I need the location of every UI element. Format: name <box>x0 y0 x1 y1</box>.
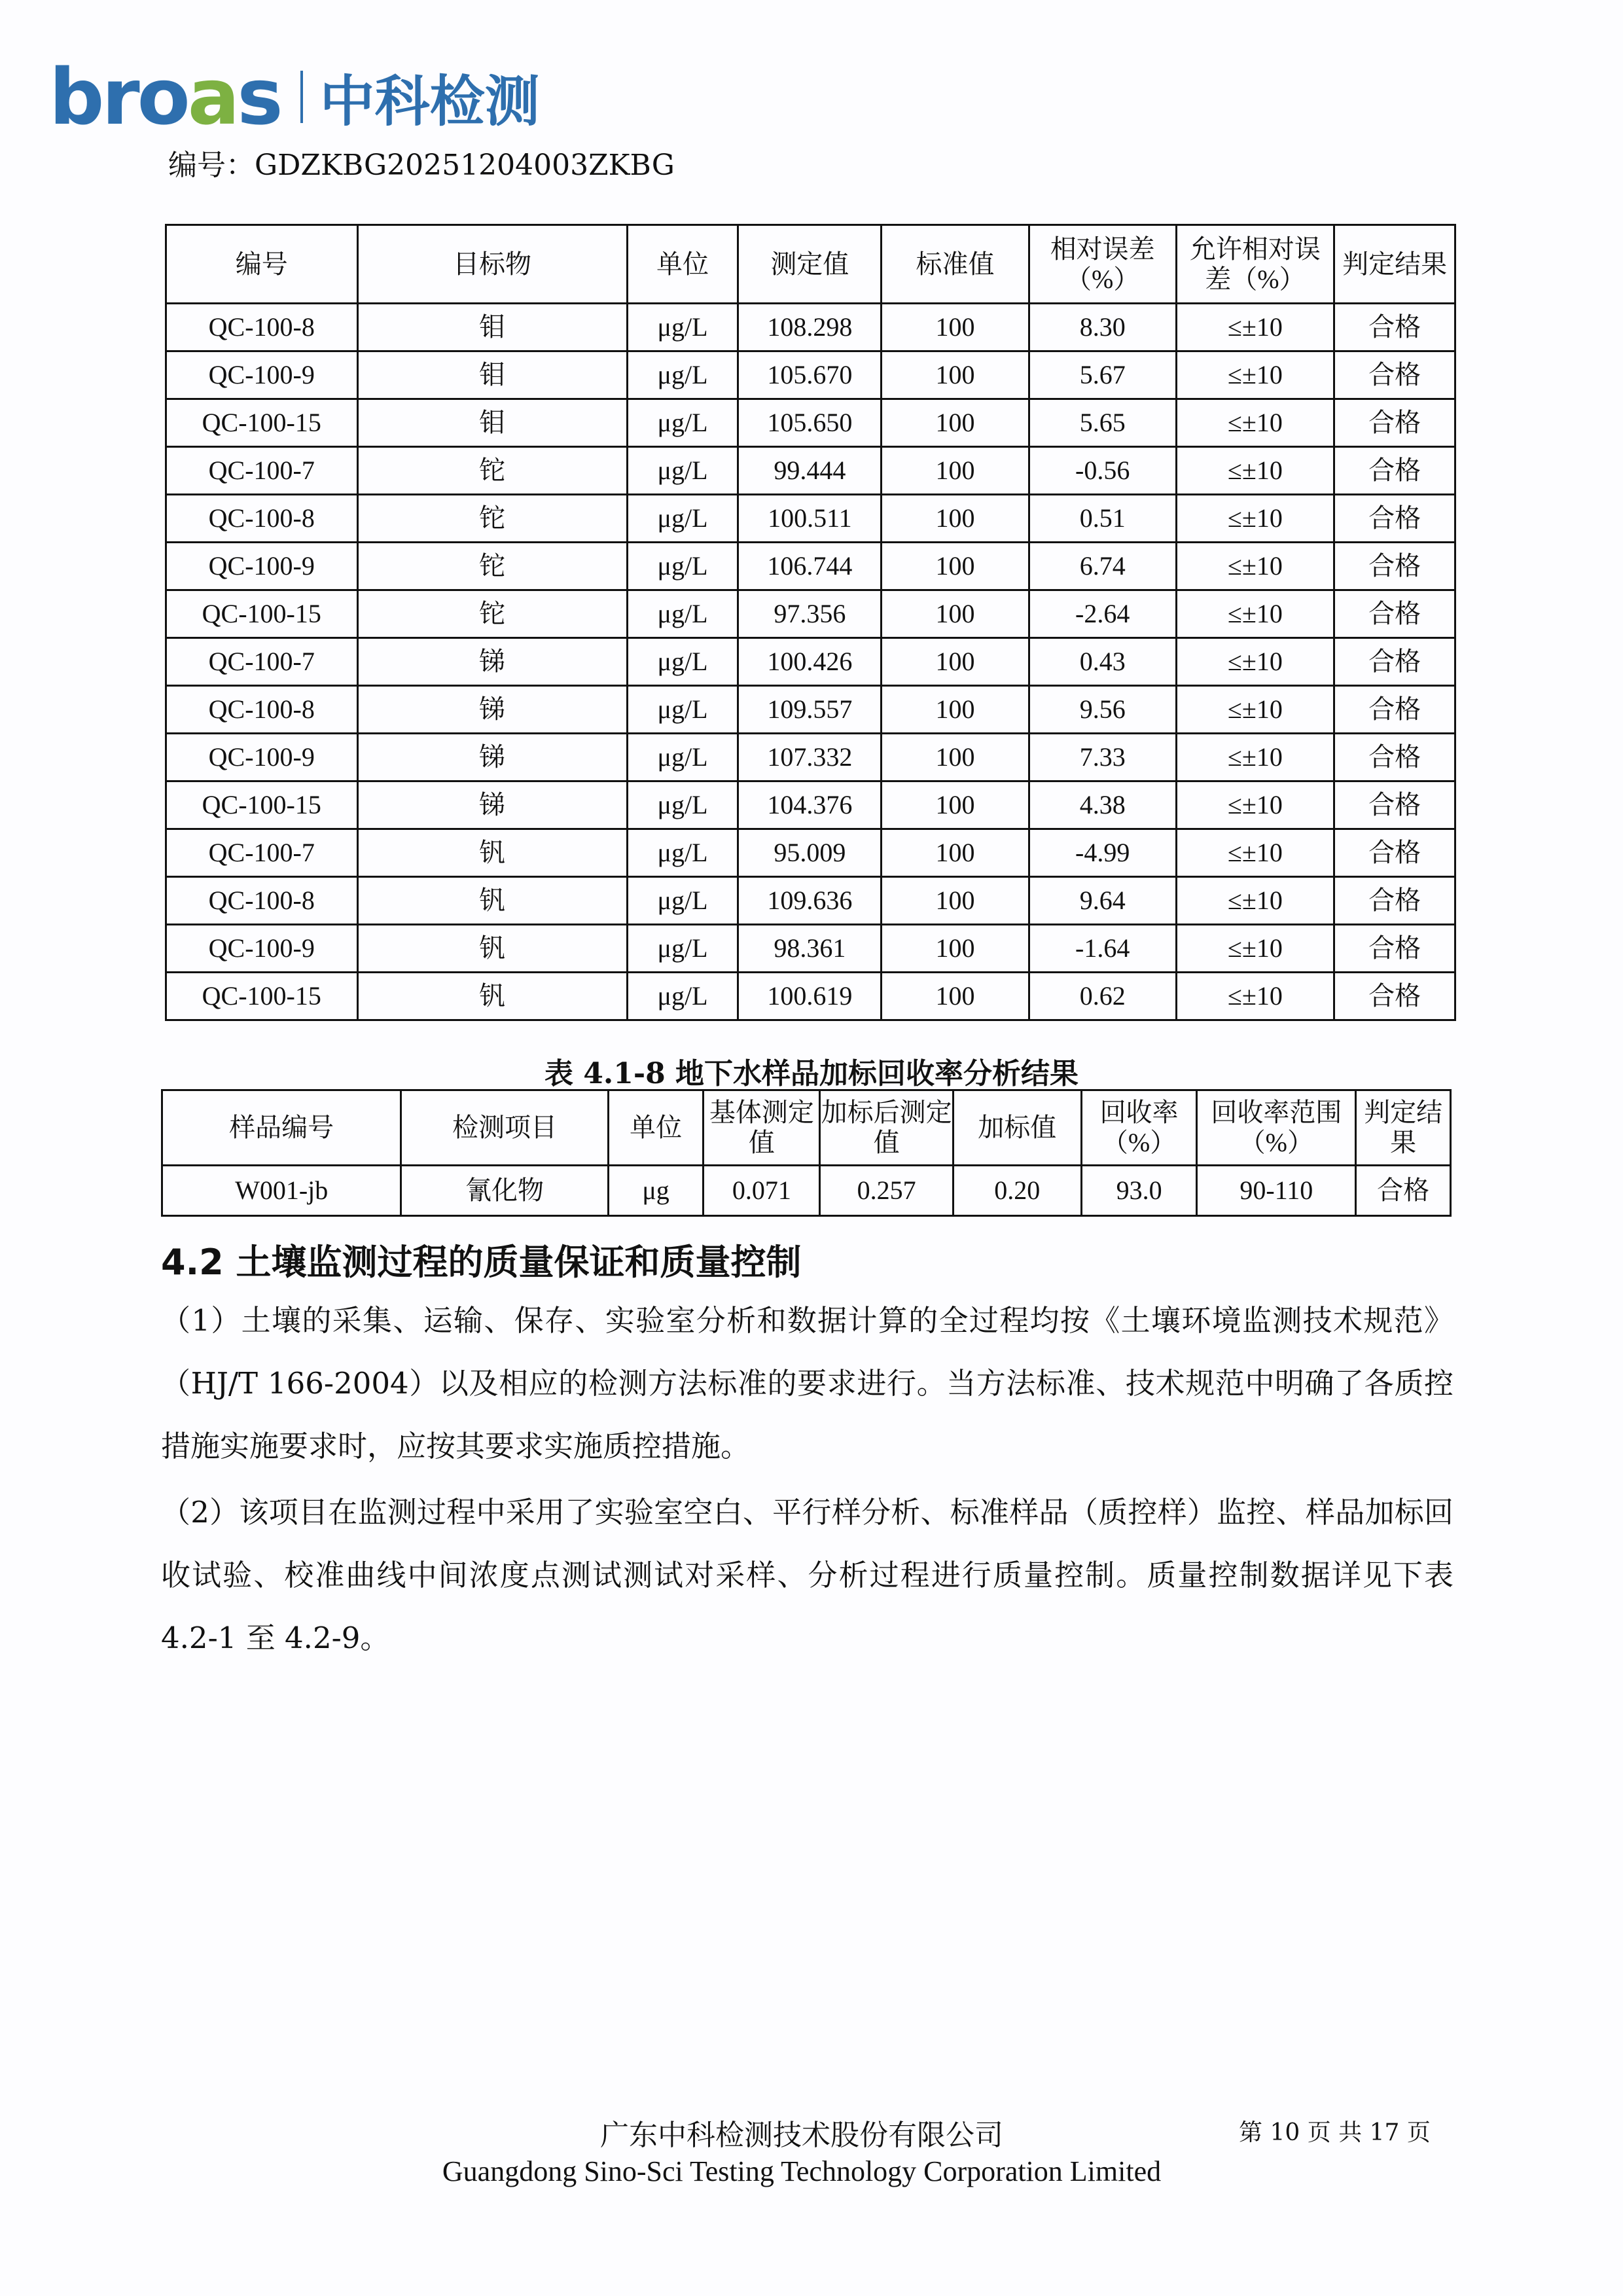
table-cell: 100 <box>882 447 1029 495</box>
table-cell: 合格 <box>1356 1166 1451 1216</box>
table-cell: μg/L <box>627 973 738 1020</box>
table-cell: μg/L <box>627 638 738 686</box>
table-cell: -1.64 <box>1029 925 1176 973</box>
table-cell: 105.650 <box>738 399 882 447</box>
document-number <box>168 141 675 183</box>
table-cell: 100 <box>882 781 1029 829</box>
table-cell: ≤±10 <box>1176 351 1334 399</box>
table-cell: 合格 <box>1334 590 1455 638</box>
table-cell: 97.356 <box>738 590 882 638</box>
table-cell: QC-100-15 <box>166 399 358 447</box>
table-cell: QC-100-7 <box>166 638 358 686</box>
page-number: 第 10 页 共 17 页 <box>1239 2119 1431 2146</box>
table-cell: 合格 <box>1334 829 1455 877</box>
table-cell: 7.33 <box>1029 734 1176 781</box>
column-header: 判定结果 <box>1334 225 1455 304</box>
column-header: 编号 <box>166 225 358 304</box>
table-cell: 99.444 <box>738 447 882 495</box>
table-cell: 100 <box>882 495 1029 543</box>
company-logo <box>49 52 540 142</box>
table-cell: 4.38 <box>1029 781 1176 829</box>
column-header: 测定值 <box>738 225 882 304</box>
table-cell: 100 <box>882 399 1029 447</box>
paragraph-2: （2）该项目在监测过程中采用了实验室空白、平行样分析、标准样品（质控样）监控、样品加标回收试验、校准曲线中间浓度点测试测试对采样、分析过程进行质量控制。质量控制数据详见下表 4.2-1 至 4.2-9。 <box>161 1495 1454 1655</box>
table-header-row <box>166 225 1455 304</box>
table-cell: QC-100-7 <box>166 447 358 495</box>
table-cell: μg/L <box>627 447 738 495</box>
column-header: 目标物 <box>357 225 627 304</box>
table-row <box>166 447 1455 495</box>
table-cell: QC-100-9 <box>166 543 358 590</box>
table-cell: 氰化物 <box>401 1166 608 1216</box>
table-cell: μg/L <box>627 304 738 351</box>
table-cell: ≤±10 <box>1176 829 1334 877</box>
table-cell: 100 <box>882 734 1029 781</box>
table-row <box>166 781 1455 829</box>
table-row <box>166 925 1455 973</box>
table-cell: 铊 <box>357 590 627 638</box>
table-cell: 108.298 <box>738 304 882 351</box>
table-cell: 锑 <box>357 686 627 734</box>
table-cell: ≤±10 <box>1176 877 1334 925</box>
table-cell: 104.376 <box>738 781 882 829</box>
table-cell: QC-100-15 <box>166 781 358 829</box>
table-cell: QC-100-8 <box>166 304 358 351</box>
table-cell: 100 <box>882 304 1029 351</box>
table-cell: ≤±10 <box>1176 447 1334 495</box>
table-cell: ≤±10 <box>1176 734 1334 781</box>
table-cell: μg/L <box>627 399 738 447</box>
table-caption: 表 4.1-8 地下水样品加标回收率分析结果 <box>544 1057 1079 1090</box>
qc-sample-table <box>165 224 1456 1021</box>
column-header: 检测项目 <box>401 1090 608 1166</box>
column-header: 加标值 <box>953 1090 1081 1166</box>
table-cell: 合格 <box>1334 734 1455 781</box>
table-cell: 100.619 <box>738 973 882 1020</box>
table-cell: 98.361 <box>738 925 882 973</box>
table-cell: 锑 <box>357 781 627 829</box>
table-cell: 100 <box>882 973 1029 1020</box>
table-cell: 100 <box>882 925 1029 973</box>
table-cell: 合格 <box>1334 447 1455 495</box>
table-row <box>166 638 1455 686</box>
table-cell: μg/L <box>627 877 738 925</box>
table-cell: ≤±10 <box>1176 973 1334 1020</box>
column-header: 基体测定值 <box>704 1090 820 1166</box>
table-cell: 90-110 <box>1197 1166 1356 1216</box>
table-cell: 95.009 <box>738 829 882 877</box>
table-cell: QC-100-8 <box>166 686 358 734</box>
table-cell: 100 <box>882 590 1029 638</box>
table-cell: 109.557 <box>738 686 882 734</box>
doc-number-label: 编号： <box>168 149 255 182</box>
table-cell: 合格 <box>1334 781 1455 829</box>
table-cell: 钼 <box>357 304 627 351</box>
table-cell: μg/L <box>627 543 738 590</box>
column-header: 相对误差（%） <box>1029 225 1176 304</box>
table-cell: 6.74 <box>1029 543 1176 590</box>
table-row <box>166 351 1455 399</box>
table-cell: -4.99 <box>1029 829 1176 877</box>
table-cell: ≤±10 <box>1176 590 1334 638</box>
footer-company-cn: 广东中科检测技术股份有限公司 <box>600 2119 1003 2152</box>
table-cell: 钒 <box>357 829 627 877</box>
table-cell: 100 <box>882 543 1029 590</box>
table-cell: 合格 <box>1334 399 1455 447</box>
table-cell: 100 <box>882 877 1029 925</box>
table-row <box>166 304 1455 351</box>
table-cell: 0.43 <box>1029 638 1176 686</box>
table-cell: 0.257 <box>820 1166 954 1216</box>
table-cell: 8.30 <box>1029 304 1176 351</box>
table-row <box>166 829 1455 877</box>
table-cell: 合格 <box>1334 543 1455 590</box>
table-cell: W001-jb <box>162 1166 401 1216</box>
table-cell: 铊 <box>357 495 627 543</box>
table-cell: μg/L <box>627 781 738 829</box>
table-cell: 铊 <box>357 447 627 495</box>
section-heading: 4.2 土壤监测过程的质量保证和质量控制 <box>161 1242 802 1283</box>
table-cell: μg/L <box>627 495 738 543</box>
table-cell: 9.64 <box>1029 877 1176 925</box>
table-cell: -2.64 <box>1029 590 1176 638</box>
table-cell: 合格 <box>1334 973 1455 1020</box>
table-cell: 0.62 <box>1029 973 1176 1020</box>
table-cell: μg/L <box>627 925 738 973</box>
table-cell: 0.20 <box>953 1166 1081 1216</box>
table-row <box>166 495 1455 543</box>
table-cell: μg/L <box>627 734 738 781</box>
table-cell: QC-100-9 <box>166 925 358 973</box>
table-cell: μg/L <box>627 686 738 734</box>
table-row <box>166 734 1455 781</box>
table-cell: QC-100-8 <box>166 495 358 543</box>
table-cell: μg/L <box>627 590 738 638</box>
column-header: 回收率范围（%） <box>1197 1090 1356 1166</box>
table-cell: ≤±10 <box>1176 495 1334 543</box>
column-header: 回收率（%） <box>1081 1090 1197 1166</box>
column-header: 判定结果 <box>1356 1090 1451 1166</box>
table-cell: 109.636 <box>738 877 882 925</box>
table-cell: ≤±10 <box>1176 686 1334 734</box>
table-cell: 0.071 <box>704 1166 820 1216</box>
table-row <box>166 590 1455 638</box>
table-cell: μg/L <box>627 829 738 877</box>
table-cell: 107.332 <box>738 734 882 781</box>
table-cell: 钼 <box>357 351 627 399</box>
table-cell: 100 <box>882 351 1029 399</box>
table-cell: 100.426 <box>738 638 882 686</box>
table-cell: QC-100-9 <box>166 734 358 781</box>
table-cell: 合格 <box>1334 638 1455 686</box>
table-cell: 9.56 <box>1029 686 1176 734</box>
table-cell: -0.56 <box>1029 447 1176 495</box>
table-cell: QC-100-7 <box>166 829 358 877</box>
table-cell: 合格 <box>1334 686 1455 734</box>
table-cell: ≤±10 <box>1176 925 1334 973</box>
table-cell: 105.670 <box>738 351 882 399</box>
paragraph-1: （1）土壤的采集、运输、保存、实验室分析和数据计算的全过程均按《土壤环境监测技术规范》（HJ/T 166-2004）以及相应的检测方法标准的要求进行。当方法标准、技术规范中明确了各质控措施实施要求时，应按其要求实施质控措施。 <box>161 1303 1454 1463</box>
table-row <box>162 1166 1451 1216</box>
table-cell: 合格 <box>1334 304 1455 351</box>
table-cell: 106.744 <box>738 543 882 590</box>
table-cell: 钒 <box>357 973 627 1020</box>
table-cell: 0.51 <box>1029 495 1176 543</box>
column-header: 单位 <box>608 1090 704 1166</box>
table-cell: 铊 <box>357 543 627 590</box>
column-header: 加标后测定值 <box>820 1090 954 1166</box>
table-cell: ≤±10 <box>1176 304 1334 351</box>
table-cell: QC-100-15 <box>166 590 358 638</box>
table-cell: 5.65 <box>1029 399 1176 447</box>
column-header: 标准值 <box>882 225 1029 304</box>
table-cell: 钒 <box>357 925 627 973</box>
logo-wordmark: broas <box>49 52 281 142</box>
table-row <box>166 973 1455 1020</box>
column-header: 允许相对误差（%） <box>1176 225 1334 304</box>
table-row <box>166 877 1455 925</box>
logo-chinese: 中科检测 <box>319 69 540 134</box>
spike-recovery-table <box>161 1089 1452 1217</box>
table-cell: 100 <box>882 686 1029 734</box>
table-cell: 5.67 <box>1029 351 1176 399</box>
logo-divider <box>300 71 303 123</box>
table-row <box>166 399 1455 447</box>
table-cell: μg/L <box>627 351 738 399</box>
table-cell: ≤±10 <box>1176 638 1334 686</box>
footer-company-en: Guangdong Sino-Sci Testing Technology Corporation Limited <box>442 2155 1162 2187</box>
table-cell: 锑 <box>357 734 627 781</box>
table-cell: ≤±10 <box>1176 781 1334 829</box>
table-cell: 100.511 <box>738 495 882 543</box>
table-cell: μg <box>608 1166 704 1216</box>
table-cell: 合格 <box>1334 925 1455 973</box>
table-cell: QC-100-9 <box>166 351 358 399</box>
table-cell: 100 <box>882 829 1029 877</box>
table-cell: 合格 <box>1334 495 1455 543</box>
table-cell: 93.0 <box>1081 1166 1197 1216</box>
table-cell: 钼 <box>357 399 627 447</box>
table-cell: 锑 <box>357 638 627 686</box>
table-cell: ≤±10 <box>1176 543 1334 590</box>
table-cell: QC-100-8 <box>166 877 358 925</box>
table-row <box>166 686 1455 734</box>
table-header-row <box>162 1090 1451 1166</box>
column-header: 样品编号 <box>162 1090 401 1166</box>
table-cell: 合格 <box>1334 351 1455 399</box>
column-header: 单位 <box>627 225 738 304</box>
doc-number-value: GDZKBG20251204003ZKBG <box>255 149 675 182</box>
table-cell: 合格 <box>1334 877 1455 925</box>
table-cell: ≤±10 <box>1176 399 1334 447</box>
table-cell: QC-100-15 <box>166 973 358 1020</box>
table-row <box>166 543 1455 590</box>
table-cell: 钒 <box>357 877 627 925</box>
table-cell: 100 <box>882 638 1029 686</box>
